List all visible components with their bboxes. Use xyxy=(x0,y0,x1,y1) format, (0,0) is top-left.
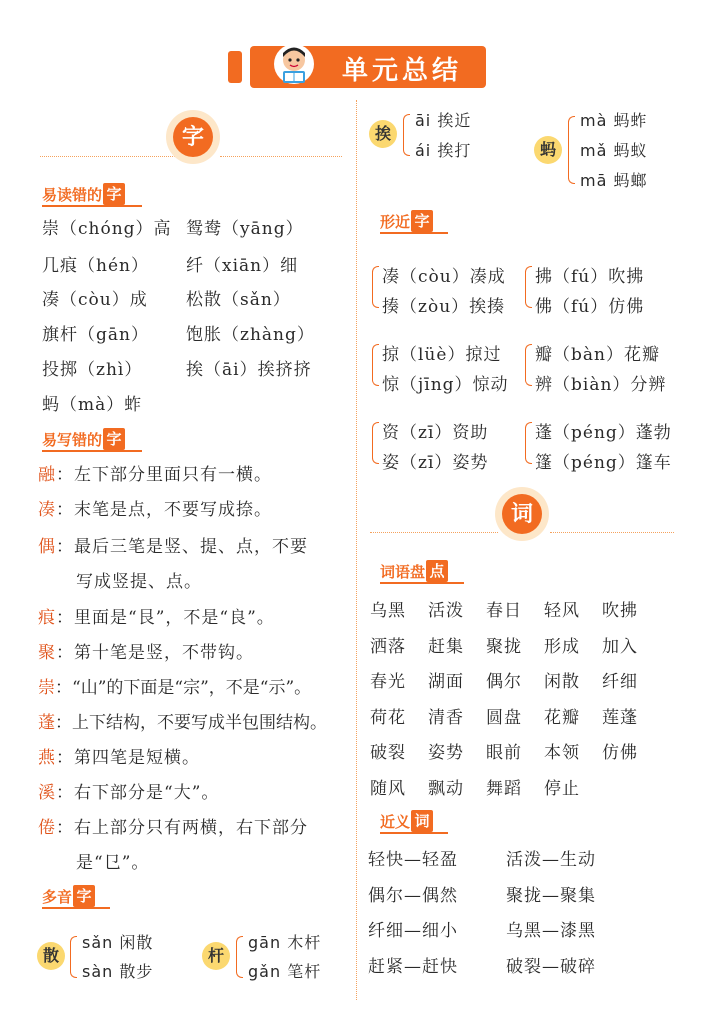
zi-heading: 字 xyxy=(173,117,213,157)
banner-left-cap xyxy=(228,51,242,83)
ciyu-word: 仿佛 xyxy=(602,743,638,763)
banner-main-bar xyxy=(250,46,486,88)
polyphonic-reading: gǎn 笔杆 xyxy=(248,962,322,981)
yidu-heading xyxy=(42,183,158,207)
jinyi-heading-label: 近义 xyxy=(380,812,411,831)
polyphonic-reading: sǎn 闲散 xyxy=(82,933,154,952)
bracket xyxy=(403,114,410,156)
synonym-pair: 轻快—轻盈 xyxy=(368,850,458,870)
zi-divider-left xyxy=(40,156,175,157)
ciyu-word: 乌黑 xyxy=(370,601,406,621)
bracket xyxy=(525,422,532,464)
bracket xyxy=(70,936,77,978)
ciyu-word: 闲散 xyxy=(544,672,580,692)
xingjin-item: 瓣（bàn）花瓣 xyxy=(535,345,660,365)
ciyu-heading xyxy=(380,560,476,584)
xingjin-item: 蓬（péng）蓬勃 xyxy=(535,423,672,443)
synonym-pair: 活泼—生动 xyxy=(506,850,596,870)
polyphonic-char: 杆 xyxy=(202,942,230,970)
ciyu-word: 聚拢 xyxy=(486,636,522,657)
yidu-item: 纤（xiān）细 xyxy=(186,256,299,276)
xingjin-heading xyxy=(380,210,460,234)
ciyu-word: 破裂 xyxy=(370,743,406,763)
ciyu-word: 圆盘 xyxy=(486,707,522,728)
polyphonic-reading: āi 挨近 xyxy=(415,111,472,130)
xingjin-item: 惊（jīng）惊动 xyxy=(382,375,509,395)
ciyu-word: 形成 xyxy=(544,636,580,657)
yixie-heading-box: 字 xyxy=(103,428,125,450)
unit-summary-banner xyxy=(228,46,486,88)
yixie-row: 燕：第四笔是短横。 xyxy=(38,748,200,768)
yidu-item: 凑（còu）成 xyxy=(42,290,148,310)
xingjin-item: 凑（còu）凑成 xyxy=(382,267,506,287)
yidu-item: 崇（chóng）高 xyxy=(42,219,172,239)
yidu-item: 挨（āi）挨挤挤 xyxy=(186,360,312,380)
column-divider xyxy=(356,100,357,1000)
xingjin-item: 佛（fú）仿佛 xyxy=(535,297,645,317)
xingjin-item: 篷（péng）篷车 xyxy=(535,453,672,473)
polyphonic-reading: mǎ 蚂蚁 xyxy=(580,141,648,160)
ciyu-word: 本领 xyxy=(544,743,580,763)
ciyu-word: 轻风 xyxy=(544,601,580,621)
polyphonic-char: 散 xyxy=(37,942,65,970)
yidu-heading-label: 易读错的 xyxy=(42,185,103,204)
ciyu-word: 纤细 xyxy=(602,672,638,692)
xingjin-item: 拂（fú）吹拂 xyxy=(535,267,645,287)
yidu-item: 蚂（mà）蚱 xyxy=(42,395,143,415)
ciyu-word: 莲蓬 xyxy=(602,707,638,728)
ciyu-heading-label: 词语盘 xyxy=(380,562,426,581)
yidu-item: 几痕（hén） xyxy=(42,256,149,276)
ciyu-word: 停止 xyxy=(544,778,580,799)
yixie-row: 聚：第十笔是竖，不带钩。 xyxy=(38,643,254,663)
yidu-item: 鸳鸯（yāng） xyxy=(186,219,304,239)
student-reading-icon xyxy=(270,40,318,90)
ciyu-word: 荷花 xyxy=(370,707,406,728)
ciyu-word: 随风 xyxy=(370,778,406,799)
bracket xyxy=(525,266,532,308)
banner-title: 单元总结 xyxy=(342,56,463,86)
duoyin-heading-box: 字 xyxy=(73,885,95,907)
ci-divider-left xyxy=(370,532,498,533)
zi-divider-right xyxy=(220,156,342,157)
ciyu-word: 花瓣 xyxy=(544,707,580,728)
synonym-pair: 乌黑—漆黑 xyxy=(506,921,596,941)
ciyu-word: 春日 xyxy=(486,601,522,621)
yidu-item: 松散（sǎn） xyxy=(186,290,291,310)
ciyu-heading-box: 点 xyxy=(426,560,448,582)
yixie-row-cont: 是“㔾”。 xyxy=(76,853,150,873)
ci-divider-right xyxy=(550,532,674,533)
ciyu-word: 湖面 xyxy=(428,672,464,692)
ci-heading: 词 xyxy=(502,494,542,534)
ciyu-word: 姿势 xyxy=(428,743,464,763)
yixie-row: 溪：右下部分是“大”。 xyxy=(38,783,220,803)
yixie-row: 偶：最后三笔是竖、提、点，不要 xyxy=(38,537,308,557)
bracket xyxy=(568,116,575,184)
xingjin-item: 姿（zī）姿势 xyxy=(382,453,489,473)
bracket xyxy=(525,344,532,386)
duoyin-heading xyxy=(42,885,122,909)
ciyu-word: 春光 xyxy=(370,672,406,692)
yidu-item: 饱胀（zhàng） xyxy=(186,325,315,345)
yidu-item: 旗杆（gān） xyxy=(42,325,149,345)
ciyu-word: 舞蹈 xyxy=(486,778,522,799)
ciyu-word: 加入 xyxy=(602,636,638,657)
polyphonic-reading: ái 挨打 xyxy=(415,141,472,160)
ciyu-word: 赶集 xyxy=(428,636,464,657)
polyphonic-char: 挨 xyxy=(369,120,397,148)
yixie-row: 倦：右上部分只有两横，右下部分 xyxy=(38,818,308,838)
xingjin-item: 掠（lüè）掠过 xyxy=(382,345,502,365)
polyphonic-reading: mà 蚂蚱 xyxy=(580,111,648,130)
synonym-pair: 纤细—细小 xyxy=(368,921,458,941)
yixie-heading xyxy=(42,428,158,452)
ciyu-word: 洒落 xyxy=(370,636,406,657)
yixie-row: 凑：末笔是点，不要写成捺。 xyxy=(38,500,272,520)
yixie-row: 痕：里面是“艮”，不是“良”。 xyxy=(38,608,275,628)
bracket xyxy=(236,936,243,978)
ciyu-word: 活泼 xyxy=(428,601,464,621)
duoyin-heading-label: 多音 xyxy=(42,887,73,906)
xingjin-heading-box: 字 xyxy=(411,210,433,232)
polyphonic-reading: sàn 散步 xyxy=(82,962,154,981)
yidu-item: 投掷（zhì） xyxy=(42,360,143,380)
synonym-pair: 聚拢—聚集 xyxy=(506,885,596,906)
polyphonic-reading: gān 木杆 xyxy=(248,933,322,952)
synonym-pair: 赶紧—赶快 xyxy=(368,956,458,977)
polyphonic-reading: mā 蚂螂 xyxy=(580,171,648,190)
yixie-row-cont: 写成竖提、点。 xyxy=(76,572,202,592)
ciyu-word: 眼前 xyxy=(486,743,522,763)
xingjin-item: 辨（biàn）分辨 xyxy=(535,375,667,395)
synonym-pair: 偶尔—偶然 xyxy=(368,885,458,906)
ciyu-word: 飘动 xyxy=(428,778,464,799)
synonym-pair: 破裂—破碎 xyxy=(506,956,596,977)
bracket xyxy=(372,344,379,386)
bracket xyxy=(372,422,379,464)
polyphonic-char: 蚂 xyxy=(534,136,562,164)
yidu-heading-box: 字 xyxy=(103,183,125,205)
xingjin-item: 资（zī）资助 xyxy=(382,423,489,443)
bracket xyxy=(372,266,379,308)
yixie-row: 崇：“山”的下面是“宗”，不是“示”。 xyxy=(38,678,312,698)
yixie-heading-label: 易写错的 xyxy=(42,430,103,449)
yixie-row: 融：左下部分里面只有一横。 xyxy=(38,465,272,485)
xingjin-heading-label: 形近 xyxy=(380,212,411,231)
jinyi-heading-box: 词 xyxy=(411,810,433,832)
yixie-row: 蓬：上下结构，不要写成半包围结构。 xyxy=(38,713,327,733)
ciyu-word: 清香 xyxy=(428,707,464,728)
xingjin-item: 揍（zòu）挨揍 xyxy=(382,297,506,317)
ciyu-word: 吹拂 xyxy=(602,601,638,621)
ciyu-word: 偶尔 xyxy=(486,672,522,692)
jinyi-heading xyxy=(380,810,460,834)
